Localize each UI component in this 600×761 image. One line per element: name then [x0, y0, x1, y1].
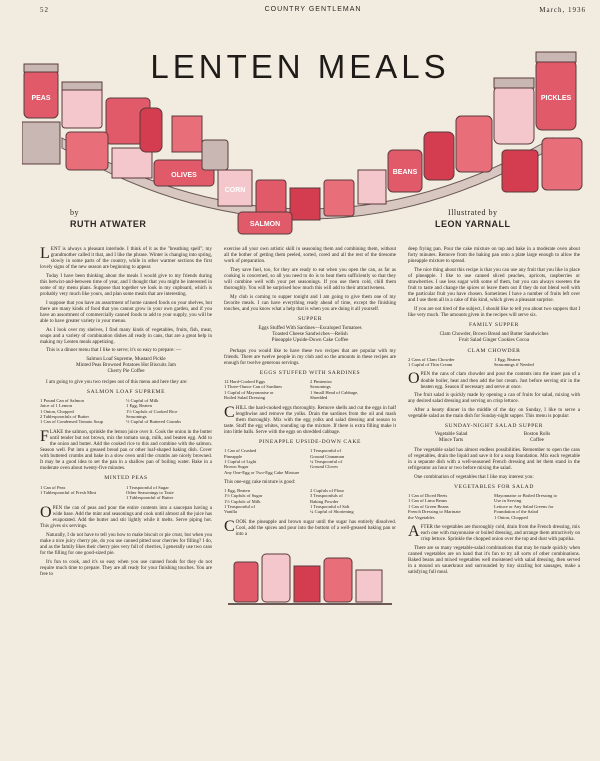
- family-supper-menu: Clam Chowder, Brown Bread and Butter Sandwiches Fruit Salad Ginger Cookies Cocoa: [439, 331, 549, 344]
- illustrator-byline: Illustrated by LEON YARNALL: [435, 208, 511, 229]
- can-label: OLIVES: [171, 172, 197, 179]
- canned-goods-vignette: [224, 540, 396, 610]
- recipe-heading: CLAM CHOWDER: [467, 347, 521, 354]
- dinner-menu: Salmon Loaf Supreme, Mustard Pickle Minted Peas Browned Potatoes Hot Biscuits Jam Cherry Pie Coffee: [76, 356, 176, 375]
- ingredient-list: 1 Can of Diced Beets 1 Can of Lima Beans 1 Can of Green Beans French Dressing to Marinate the Vegetables Mayonnaise or Boiled Dressing to Use in Serving Lettuce or Any Salad Greens for Foundation of the Salad 1 Onion, Chopped: [408, 493, 558, 520]
- center-can-cluster: [218, 170, 386, 234]
- supper-menu: Eggs Stuffed With Sardines—Escaloped Tomatoes Toasted Cheese Sandwiches—Relish Pineapple Upside-Down Cake Coffee: [258, 325, 362, 344]
- magazine-name: COUNTRY GENTLEMAN: [264, 6, 362, 13]
- article-body: [40, 246, 580, 754]
- menu-heading: SUNDAY-NIGHT SALAD SUPPER: [444, 423, 544, 430]
- column-1: LENT is always a pleasant interlude. I think of it as the "breathing spell"; my grandmother called it that, and I like the phrase. Winter is changing into spring, slowly in some parts of the country, while in other warmer sections the first lovely signs of the new season are beginning to appear. Today I have been thinking about the meals I would give to my friends during this betwixt-and-between time of year, and I thought that you might be interested in some of my menu plans. Suppose that together we look in my cupboard, which is probably very much like yours, and plan some meals that are interesting. I suppose that you have an assortment of home canned foods on your shelves, but there are many kinds of food that you cannot grow in your own garden, and if you have an assortment of commercially canned foods to add to your supply, you will be able to have greater variety in your menus. As I look over my shelves, I find many kinds of vegetables, fruits, fish, meat, soups and a variety of combination dishes all ready in cans, that are a great help in making my Lenten meals appetizing. This is a dinner menu that I like to serve; it's so easy to prepare: — Salmon Loaf Supreme, Mustard Pickle Minted Peas Browned Potatoes Hot Biscuits Jam Cherry Pie Coffee I am going to give you two recipes out of this menu and here they are: SALMON LOAF SUPREME 1 Pound Can of Salmon Juice of 1 Lemon 1 Onion, Chopped 2 Tablespoonfuls of Butter 1 Can of Condensed Tomato Soup ½ Cupful of Milk 1 Egg, Beaten 1½ Cupfuls of Cooked Rice Seasonings ½ Cupful of Buttered Crumbs FLAKE the salmon, sprinkle the lemon juice over it. Cook the onion in the butter until tender but not brown, mix the tomato soup, milk, and beaten egg. Add to the onion and butter. Add the cooked rice to this and combine with the salmon. Season well. Put into a greased bread pan or other loaf-shaped baking dish. Cover with buttered crumbs and bake in a slow oven until the crumbs are nicely browned. It may be a good idea to set the pan in a shallow pan of boiling water. Bake in a moderate oven about twenty-five minutes. MINTED PEAS 1 Can of Peas 1 Tablespoonful of Fresh Mint 1 Teaspoonful of Sugar Other Seasonings to Taste 1 Tablespoonful of Butter OPEN the can of peas and pour the entire contents into a saucepan having a wide base. Add the mint and seasonings and cook until almost all the juice has evaporated. Add the butter and stir lightly while it melts. Serve piping hot. This gives six servings. Naturally, I do not have to tell you how to make biscuit or pie crust, but when you make a nice juicy cherry pie, do you use canned pitted sour cherries for filling? I do, and as the family likes their cherry pies very full of cherries, I generally use two cans for the filling for one good-sized pie. It's fun to cook, and it's so easy when you use canned foods for they do not require much time to prepare. They are all ready for your finishing touches. You are free to: [40, 246, 212, 577]
- issue-date: March, 1936: [539, 6, 586, 14]
- recipe-heading: VEGETABLES FOR SALAD: [454, 483, 534, 490]
- can-label: CORN: [224, 187, 246, 194]
- recipe-heading: PINEAPPLE UPSIDE-DOWN CAKE: [259, 439, 361, 446]
- menu-heading: FAMILY SUPPER: [469, 322, 519, 329]
- can-label: SALMON: [249, 221, 281, 228]
- ingredient-list: 1 Can of Peas 1 Tablespoonful of Fresh Mint 1 Teaspoonful of Sugar Other Seasonings to Taste 1 Tablespoonful of Butter: [40, 484, 174, 501]
- running-header: [40, 6, 586, 20]
- author-byline: by RUTH ATWATER: [70, 208, 147, 229]
- page-number: 52: [40, 6, 49, 14]
- can-label: PEAS: [31, 95, 51, 102]
- ingredient-list: 2 Cans of Clam Chowder 1 Cupful of Thin Cream 1 Egg, Beaten Seasonings if Needed: [408, 356, 534, 368]
- menu-heading: SUPPER: [297, 315, 323, 322]
- ingredient-list: 1 Egg, Beaten 1½ Cupfuls of Sugar 1½ Cupfuls of Milk 1 Teaspoonful of Vanilla 2 Cupfuls of Flour 3 Teaspoonfuls of Baking Powder 1 Teaspoonful of Salt ¼ Cupful of Shortening: [224, 487, 354, 515]
- author-name: RUTH ATWATER: [70, 219, 147, 229]
- can-label: PICKLES: [540, 95, 572, 102]
- recipe-heading: MINTED PEAS: [104, 475, 148, 482]
- column-3: deep frying pan. Pour the cake mixture on top and bake in a moderate oven about forty minutes. Remove from the baking pan onto a plate large enough to allow the pineapple mixture to spread. The nice thing about this recipe is that you can use any fruit that you like in place of pineapple. I like to use canned sliced peaches, apricots, raspberries or strawberries. I use less sugar with some of them, but you can always sweeten the fruit to taste and change the spices or leave them out if they do not blend well with the particular fruit you have chosen. Sometimes I have a number of fruits left over and I use them all in a cake of this kind, which gives a pleasant surprise. If you are not tired of the subject, I should like to tell you about two suppers that I like very much. The amounts given in the recipes will serve six. FAMILY SUPPER Clam Chowder, Brown Bread and Butter Sandwiches Fruit Salad Ginger Cookies Cocoa CLAM CHOWDER 2 Cans of Clam Chowder 1 Cupful of Thin Cream 1 Egg, Beaten Seasonings if Needed OPEN the cans of clam chowder and pour the contents into the inner pan of a double boiler, heat and then add the hot cream. Just before serving stir in the beaten egg. Season if necessary and serve at once. The fruit salad is quickly made by opening a can of fruits for salad, mixing with any desired salad dressing and serving on crisp lettuce. After a hearty dinner in the middle of the day on Sunday, I like to serve a vegetable salad as the main dish for Sunday-night supper. This menu is popular: SUNDAY-NIGHT SALAD SUPPER Vegetable Salad Mince Tarts Boston Rolls Coffee The vegetable salad has almost endless possibilities. Remember to open the cans of vegetables, drain the liquid and save it for a soup foundation. Mix each vegetable in a separate dish with a well-seasoned French dressing and let them stand in the refrigerator an hour or two before mixing the salad. One combination of vegetables that I like may interest you: VEGETABLES FOR SALAD 1 Can of Diced Beets 1 Can of Lima Beans 1 Can of Green Beans French Dressing to Marinate the Vegetables Mayonnaise or Boiled Dressing to Use in Serving Lettuce or Any Salad Greens for Foundation of the Salad 1 Onion, Chopped AFTER the vegetables are thoroughly cold, drain from the French dressing, mix each one with mayonnaise or boiled dressing, and arrange them attractively on crisp lettuce. Sprinkle the chopped onion over the top and dust with paprika. There are so many vegetable-salad combinations that may be made quickly when canned vegetables are on hand that it's fun to try all sorts of other combinations. Baked beans and mixed vegetables well moistened with salad dressing, then served in a mound on sauerkraut and surrounded by tiny sizzling hot sausages, make a satisfying full meal.: [408, 246, 580, 576]
- column-2: exercise all your own artistic skill in seasoning them and combining them, without all the bother of getting them peeled, sorted, cored and all the rest of the tiresome work of preparation. They save fuel, too, for they are ready to eat when you open the can, as far as cooking is concerned, so all you need to do is to heat them sufficiently so that they will combine well with your pet seasonings. If you use them cold, chill them thoroughly. You will be surprised how much this will add to their attractiveness. My club is coming to supper tonight and I am going to give them one of my favorite meals. I can have everything ready ahead of time, except the finishing touches, and you know what a help that is when you are doing it all yourself. SUPPER Eggs Stuffed With Sardines—Escaloped Tomatoes Toasted Cheese Sandwiches—Relish Pineapple Upside-Down Cake Coffee Perhaps you would like to have these two recipes that are popular with my friends. There are twelve people in my club and so the amounts in these recipes are enough for twelve generous servings. EGGS STUFFED WITH SARDINES 12 Hard-Cooked Eggs 1 Three-Ounce Can of Sardines 1 Cupful of Mayonnaise or Boiled Salad Dressing 2 Pimientos Seasonings 1 Small Head of Cabbage, Shredded CHILL the hard-cooked eggs thoroughly. Remove shells and cut the eggs in half lengthwise and remove the yolks. Drain the sardines from the oil and mash them thoroughly. Mix with the egg yolks and salad dressing and season to taste. Stuff the egg whites, rounding up the mixture. If there is extra filling make it into little balls. Serve with the eggs on shredded cabbage. PINEAPPLE UPSIDE-DOWN CAKE 1 Can of Crushed Pineapple 1 Cupful of Light Brown Sugar Any One-Egg or Two-Egg Cake Mixture 1 Teaspoonful of Ground Cinnamon ¼ Teaspoonful of Ground Cloves This one-egg cake mixture is good: 1 Egg, Beaten 1½ Cupfuls of Sugar 1½ Cupfuls of Milk 1 Teaspoonful of Vanilla 2 Cupfuls of Flour 3 Teaspoonfuls of Baking Powder 1 Teaspoonful of Salt ¼ Cupful of Shortening COOK the pineapple and brown sugar until the sugar has entirely dissolved. Cool, add the spices and pour into the bottom of a well-greased baking pan or into a: [224, 246, 396, 754]
- ingredient-list: 1 Can of Crushed Pineapple 1 Cupful of Light Brown Sugar Any One-Egg or Two-Egg Cake Mixture 1 Teaspoonful of Ground Cinnamon ¼ Teaspoonful of Ground Cloves: [224, 448, 345, 475]
- illustrator-name: LEON YARNALL: [435, 219, 511, 229]
- can-label: BEANS: [392, 169, 418, 176]
- ingredient-list: 12 Hard-Cooked Eggs 1 Three-Ounce Can of Sardines 1 Cupful of Mayonnaise or Boiled Salad Dressing 2 Pimientos Seasonings 1 Small Head of Cabbage, Shredded: [224, 379, 359, 401]
- recipe-heading: EGGS STUFFED WITH SARDINES: [259, 369, 361, 376]
- recipe-heading: SALMON LOAF SUPREME: [86, 388, 166, 395]
- sunday-supper-menu: Vegetable Salad Mince Tarts Boston Rolls Coffee: [434, 431, 551, 443]
- article-title: LENTEN MEALS: [150, 48, 450, 85]
- ingredient-list: 1 Pound Can of Salmon Juice of 1 Lemon 1 Onion, Chopped 2 Tablespoonfuls of Butter 1 Can of Condensed Tomato Soup ½ Cupful of Milk 1 Egg, Beaten 1½ Cupfuls of Cooked Rice Seasonings ½ Cupful of Buttered Crumbs: [40, 397, 181, 425]
